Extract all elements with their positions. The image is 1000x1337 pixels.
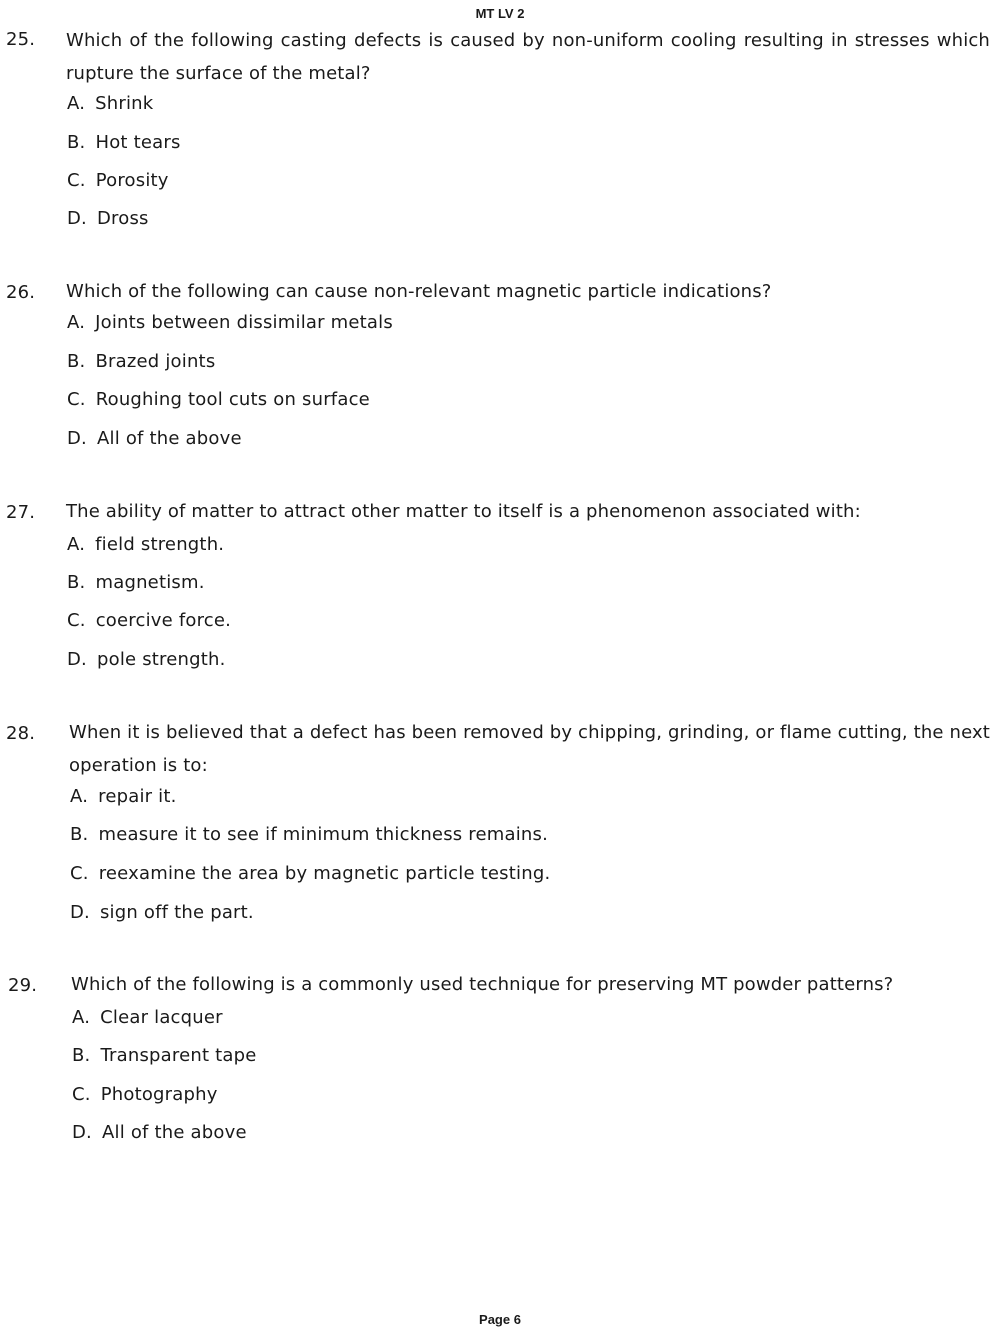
option-letter: A.	[67, 534, 86, 555]
option-letter: D.	[72, 1122, 92, 1143]
option-letter: D.	[70, 902, 90, 923]
question-text: The ability of matter to attract other matter to itself is a phenomenon associated with:	[66, 501, 861, 522]
option-27-c	[67, 610, 231, 631]
option-letter: A.	[67, 312, 86, 333]
option-text: Shrink	[95, 93, 154, 114]
option-letter: B.	[67, 351, 86, 372]
option-29-a	[72, 1007, 223, 1028]
option-letter: C.	[67, 389, 86, 410]
option-text: All of the above	[101, 1122, 247, 1143]
option-text: field strength.	[95, 534, 225, 555]
option-25-d	[67, 208, 149, 229]
option-text: All of the above	[96, 428, 242, 449]
option-letter: B.	[67, 132, 86, 153]
option-28-a	[70, 786, 177, 807]
option-letter: D.	[67, 649, 87, 670]
option-text: sign off the part.	[99, 902, 254, 923]
question-number: 25.	[6, 29, 36, 50]
option-letter: D.	[67, 208, 87, 229]
option-text: Transparent tape	[100, 1045, 257, 1066]
option-29-b	[72, 1045, 257, 1066]
option-28-d	[70, 902, 254, 923]
option-26-c	[67, 389, 370, 410]
option-25-a	[67, 93, 153, 114]
option-text: pole strength.	[96, 649, 226, 670]
option-text: Clear lacquer	[100, 1007, 223, 1028]
option-text: coercive force.	[95, 610, 232, 631]
option-26-a	[67, 312, 393, 333]
option-25-b	[67, 132, 181, 153]
option-25-c	[67, 170, 169, 191]
question-text: Which of the following is a commonly used technique for preserving MT powder patterns?	[71, 974, 894, 995]
option-text: repair it.	[98, 786, 177, 807]
option-27-b	[67, 572, 205, 593]
question-number: 26.	[6, 282, 36, 303]
question-number: 28.	[6, 723, 36, 744]
option-letter: B.	[67, 572, 86, 593]
option-letter: B.	[70, 824, 89, 845]
option-text: Dross	[96, 208, 149, 229]
option-text: Brazed joints	[95, 351, 216, 372]
option-letter: B.	[72, 1045, 91, 1066]
page-header: MT LV 2	[475, 6, 525, 21]
option-letter: D.	[67, 428, 87, 449]
option-text: magnetism.	[95, 572, 205, 593]
option-28-c	[70, 863, 550, 884]
option-text: reexamine the area by magnetic particle testing.	[98, 863, 551, 884]
option-28-b	[70, 824, 548, 845]
option-text: Porosity	[95, 170, 169, 191]
option-29-d	[72, 1122, 247, 1143]
option-26-d	[67, 428, 242, 449]
question-text: Which of the following casting defects is caused by non-uniform cooling resulting in stresses which rupture the surface of the metal?	[66, 30, 990, 84]
option-letter: C.	[70, 863, 89, 884]
question-text: When it is believed that a defect has been removed by chipping, grinding, or flame cutting, the next operation is to:	[69, 722, 990, 776]
option-letter: C.	[67, 170, 86, 191]
option-text: Hot tears	[95, 132, 181, 153]
option-26-b	[67, 351, 215, 372]
option-29-c	[72, 1084, 218, 1105]
option-letter: A.	[72, 1007, 91, 1028]
option-letter: A.	[70, 786, 89, 807]
option-27-a	[67, 534, 224, 555]
option-text: Joints between dissimilar metals	[95, 312, 393, 333]
question-text: Which of the following can cause non-relevant magnetic particle indications?	[66, 281, 772, 302]
option-text: measure it to see if minimum thickness remains.	[98, 824, 549, 845]
question-number: 29.	[8, 975, 38, 996]
option-letter: C.	[67, 610, 86, 631]
option-27-d	[67, 649, 226, 670]
question-number: 27.	[6, 502, 36, 523]
option-text: Roughing tool cuts on surface	[95, 389, 370, 410]
page-footer: Page 6	[479, 1312, 521, 1327]
option-text: Photography	[100, 1084, 218, 1105]
option-letter: C.	[72, 1084, 91, 1105]
option-letter: A.	[67, 93, 86, 114]
